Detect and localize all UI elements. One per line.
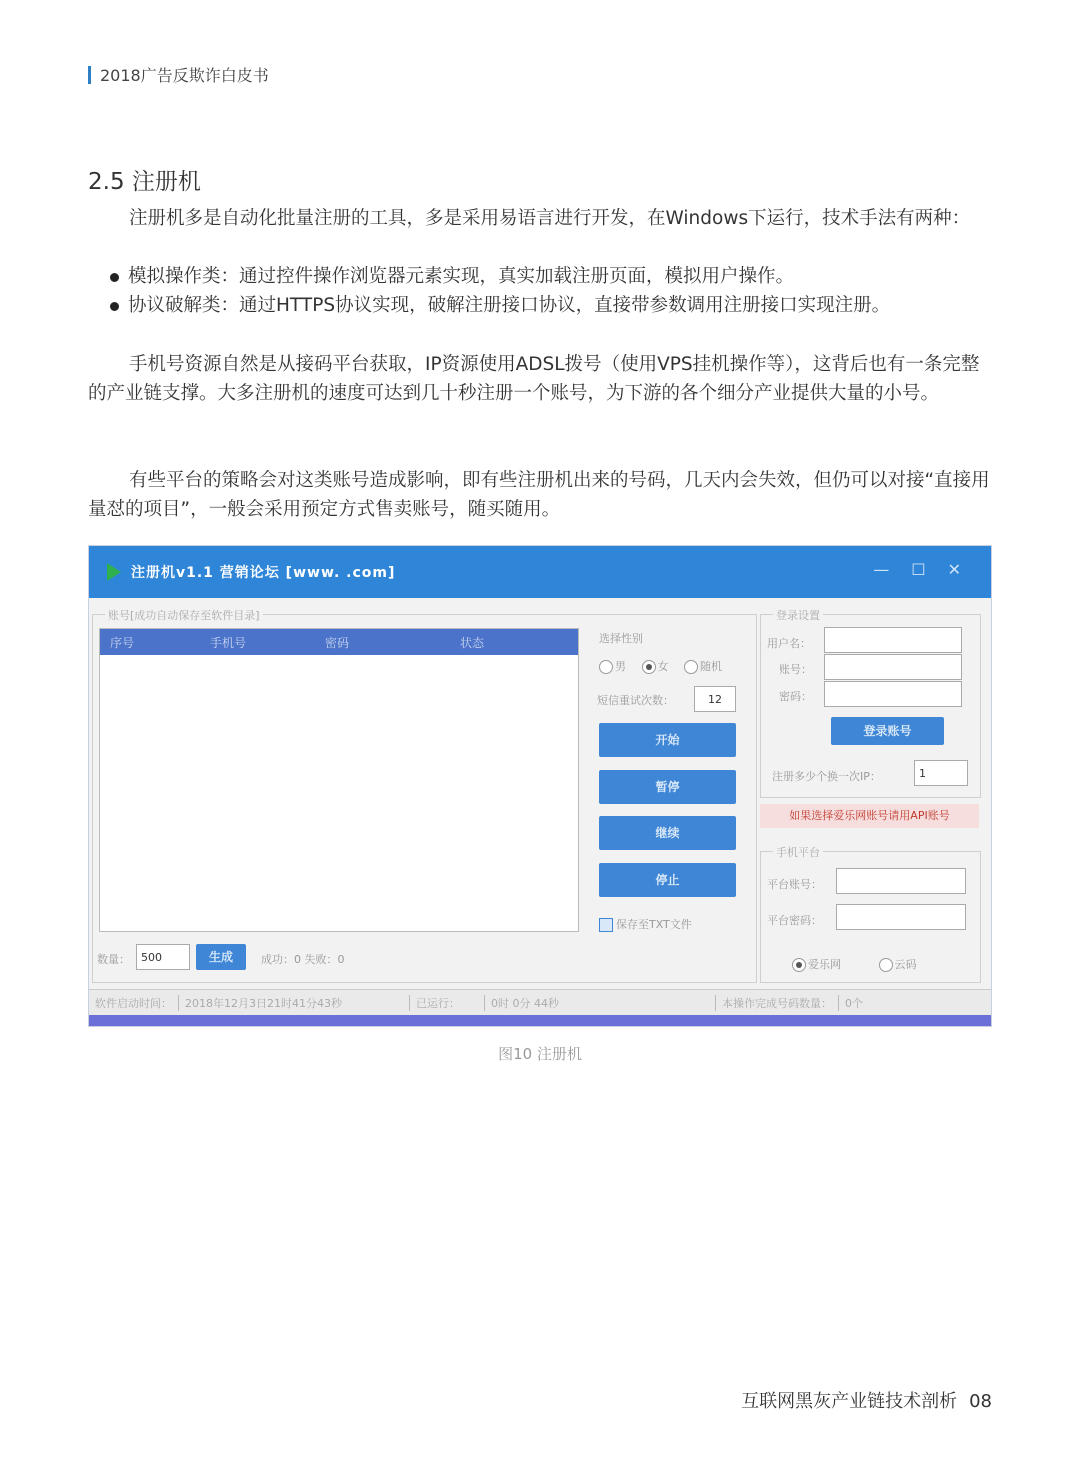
paragraph-resources: 手机号资源自然是从接码平台获取，IP资源使用ADSL拨号（使用VPS挂机操作等），这背后也有一条完整的产业链支撑。大多注册机的速度可达到几十秒注册一个账号，为下游的各个细分产业提供大量的小号。 bbox=[88, 354, 980, 404]
platform-password-label: 平台密码： bbox=[767, 914, 822, 927]
username-label: 用户名： bbox=[767, 637, 811, 650]
app-bottom-bar bbox=[89, 1015, 991, 1026]
app-window-figure bbox=[88, 545, 992, 1027]
page-number: 08 bbox=[969, 1391, 992, 1412]
header-accent-bar bbox=[88, 66, 91, 84]
column-header-status[interactable]: 状态 bbox=[460, 635, 485, 650]
status-start-time: 2018年12月3日21时41分43秒 bbox=[179, 995, 410, 1011]
radio-icon bbox=[684, 660, 698, 674]
window-controls bbox=[873, 560, 961, 579]
bullet-dot-icon bbox=[110, 302, 119, 311]
figure-caption: 图10 注册机 bbox=[498, 1045, 582, 1063]
app-title: 注册机v1.1 营销论坛 [www. .com] bbox=[131, 565, 396, 581]
bullet-list bbox=[108, 262, 988, 320]
column-header-password[interactable]: 密码 bbox=[325, 635, 350, 650]
sms-retry-label: 短信重试次数： bbox=[597, 694, 674, 707]
platform-group-label: 手机平台 bbox=[773, 844, 823, 860]
maximize-icon[interactable]: ☐ bbox=[911, 560, 926, 579]
account-list-header bbox=[100, 629, 578, 655]
gender-option-label: 女 bbox=[657, 660, 669, 673]
login-group-label: 登录设置 bbox=[773, 607, 823, 623]
password-label: 密码： bbox=[779, 690, 812, 703]
gender-option-label: 随机 bbox=[700, 660, 722, 673]
bullet-dot-icon bbox=[110, 273, 119, 282]
login-account-button[interactable]: 登录账号 bbox=[831, 717, 944, 745]
per-ip-input[interactable]: 1 bbox=[914, 760, 968, 786]
close-icon[interactable]: ✕ bbox=[947, 560, 961, 579]
header-title: 2018广告反欺诈白皮书 bbox=[100, 66, 269, 85]
platform-option-yunma[interactable] bbox=[879, 958, 917, 971]
gender-group-label: 选择性别 bbox=[599, 632, 643, 645]
password-input[interactable] bbox=[824, 681, 962, 707]
per-ip-label: 注册多少个换一次IP： bbox=[772, 770, 881, 783]
platform-option-label: 爱乐网 bbox=[808, 958, 841, 971]
platform-option-aile[interactable] bbox=[792, 958, 841, 971]
radio-icon bbox=[599, 660, 613, 674]
result-counter: 成功：0 失败：0 bbox=[261, 953, 345, 966]
platform-account-label: 平台账号： bbox=[767, 878, 822, 891]
status-bar bbox=[89, 989, 991, 1016]
bullet-text: 模拟操作类：通过控件操作浏览器元素实现，真实加载注册页面，模拟用户操作。 bbox=[128, 266, 795, 287]
gender-option-female[interactable] bbox=[642, 660, 669, 673]
page-footer bbox=[741, 1387, 992, 1413]
column-header-index[interactable]: 序号 bbox=[110, 635, 135, 650]
radio-icon bbox=[879, 958, 893, 972]
platform-radio-group bbox=[792, 956, 917, 972]
column-header-phone[interactable]: 手机号 bbox=[210, 635, 247, 650]
account-list-group-label: 账号[成功自动保存至软件目录] bbox=[105, 607, 263, 623]
app-logo-icon bbox=[107, 563, 121, 581]
account-label: 账号： bbox=[779, 663, 812, 676]
paragraph-intro: 注册机多是自动化批量注册的工具，多是采用易语言进行开发，在Windows下运行，技术手法有两种： bbox=[129, 208, 971, 229]
checkbox-checked-icon bbox=[599, 918, 613, 932]
save-txt-checkbox[interactable] bbox=[599, 916, 692, 932]
quantity-input[interactable]: 500 bbox=[136, 944, 190, 970]
radio-checked-icon bbox=[792, 958, 806, 972]
api-notice: 如果选择爱乐网账号请用API账号 bbox=[760, 804, 979, 828]
save-txt-label: 保存至TXT文件 bbox=[616, 918, 692, 931]
footer-title: 互联网黑灰产业链技术剖析 bbox=[741, 1391, 958, 1412]
generate-button[interactable]: 生成 bbox=[196, 944, 246, 970]
minimize-icon[interactable]: — bbox=[873, 560, 890, 579]
status-count-value: 0个 bbox=[845, 997, 863, 1010]
quantity-label: 数量： bbox=[97, 953, 130, 966]
paragraph-platforms: 有些平台的策略会对这类账号造成影响，即有些注册机出来的号码，几天内会失效，但仍可以对接“直接用量怼的项目”，一般会采用预定方式售卖账号，随买随用。 bbox=[88, 470, 990, 520]
pause-button[interactable]: 暂停 bbox=[599, 770, 736, 804]
account-list-table[interactable] bbox=[99, 628, 579, 932]
gender-radio-group bbox=[599, 658, 722, 674]
start-button[interactable]: 开始 bbox=[599, 723, 736, 757]
status-running-label: 已运行： bbox=[410, 995, 485, 1011]
status-start-label: 软件启动时间： bbox=[89, 995, 179, 1011]
stop-button[interactable]: 停止 bbox=[599, 863, 736, 897]
radio-checked-icon bbox=[642, 660, 656, 674]
section-title: 2.5 注册机 bbox=[88, 169, 201, 195]
status-count-label: 本操作完成号码数量： bbox=[716, 995, 839, 1011]
bullet-item bbox=[108, 291, 988, 320]
platform-password-input[interactable] bbox=[836, 904, 966, 930]
app-title-bar bbox=[89, 546, 991, 598]
gender-option-label: 男 bbox=[615, 660, 626, 673]
username-input[interactable] bbox=[824, 627, 962, 653]
bullet-item bbox=[108, 262, 988, 291]
gender-option-male[interactable] bbox=[599, 660, 626, 673]
status-running-time: 0时 0分 44秒 bbox=[485, 995, 716, 1011]
account-input[interactable] bbox=[824, 654, 962, 680]
continue-button[interactable]: 继续 bbox=[599, 816, 736, 850]
platform-option-label: 云码 bbox=[894, 958, 917, 971]
sms-retry-input[interactable]: 12 bbox=[694, 686, 736, 712]
page-header bbox=[88, 63, 269, 86]
gender-option-random[interactable] bbox=[684, 660, 722, 673]
platform-account-input[interactable] bbox=[836, 868, 966, 894]
bullet-text: 协议破解类：通过HTTPS协议实现，破解注册接口协议，直接带参数调用注册接口实现注册。 bbox=[128, 295, 891, 316]
